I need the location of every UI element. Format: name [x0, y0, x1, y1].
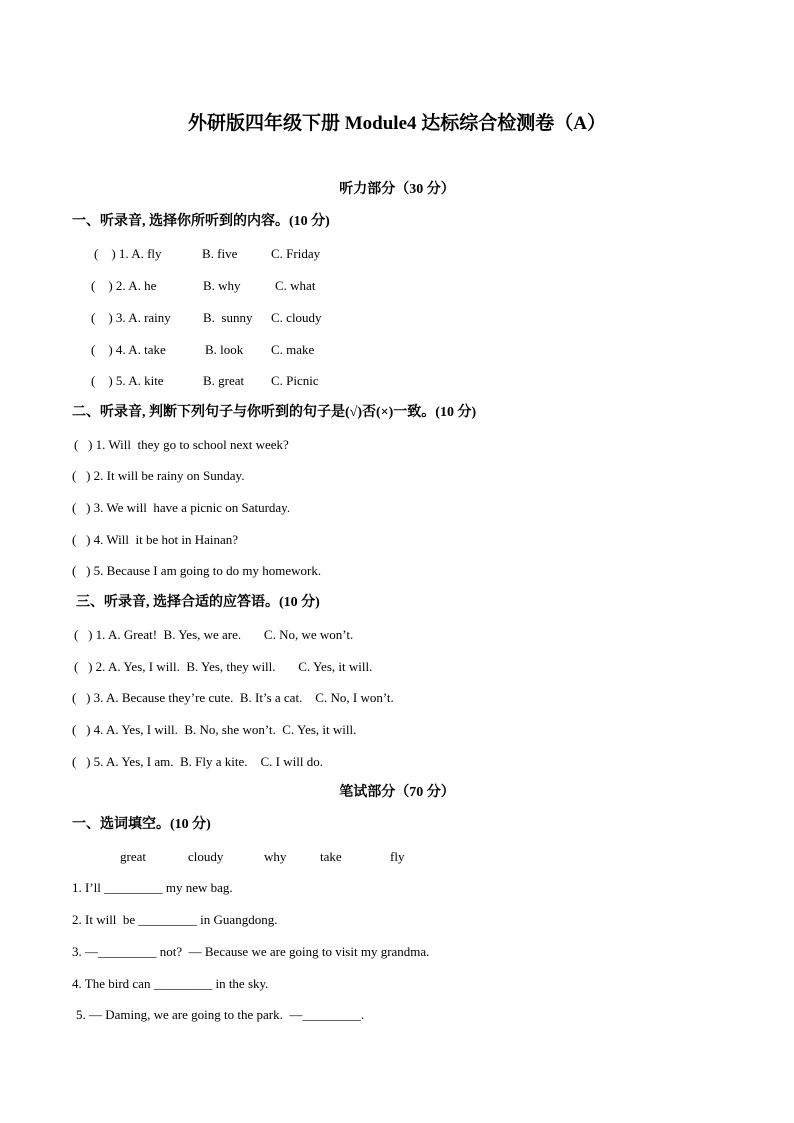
question-row: ( ) 3. A. Because they’re cute. B. It’s a cat. C. No, I won’t.: [72, 690, 394, 705]
question-row: ( ) 1. Will they go to school next week?: [74, 437, 289, 452]
option-b: B. why: [203, 278, 241, 293]
question-row: ( ) 1. A. Great! B. Yes, we are. C. No, we won’t.: [74, 627, 354, 642]
exam-title: 外研版四年级下册 Module4 达标综合检测卷（A）: [187, 113, 606, 134]
question-row: ( ) 4. A. Yes, I will. B. No, she won’t. C. Yes, it will.: [72, 722, 357, 737]
option-c: C. Picnic: [271, 373, 319, 388]
option-b: B. look: [205, 342, 244, 357]
question-row: ( ) 5. Because I am going to do my homework.: [72, 563, 322, 578]
writing-section-1-heading: 一、选词填空。(10 分): [72, 817, 211, 832]
question-row: ( ) 3. We will have a picnic on Saturday.: [72, 500, 291, 515]
option-b: B. great: [203, 373, 245, 388]
question-stem: ( ) 2. A. he: [91, 278, 157, 293]
option-c: C. cloudy: [271, 310, 322, 325]
question-row: ( ) 2. A. Yes, I will. B. Yes, they will. C. Yes, it will.: [74, 659, 373, 674]
fill-blank-item: 3. —_________ not? — Because we are going to visit my grandma.: [72, 944, 430, 959]
option-b: B. sunny: [203, 310, 253, 325]
fill-blank-item: 4. The bird can _________ in the sky.: [72, 976, 269, 991]
listening-section-3-heading: 三、听录音, 选择合适的应答语。(10 分): [76, 595, 320, 610]
question-stem: ( ) 5. A. kite: [91, 373, 164, 388]
question-stem: ( ) 3. A. rainy: [91, 310, 171, 325]
option-c: C. Friday: [271, 246, 321, 261]
word-bank-item: fly: [390, 849, 405, 864]
listening-section-1-heading: 一、听录音, 选择你所听到的内容。(10 分): [72, 214, 330, 229]
fill-blank-item: 5. — Daming, we are going to the park. —_________.: [76, 1007, 365, 1022]
question-row: ( ) 4. Will it be hot in Hainan?: [72, 532, 239, 547]
option-c: C. what: [275, 278, 316, 293]
option-c: C. make: [271, 342, 315, 357]
option-b: B. five: [202, 246, 238, 261]
question-stem: ( ) 1. A. fly: [94, 246, 162, 261]
word-bank-item: great: [120, 849, 146, 864]
word-bank-item: why: [264, 849, 287, 864]
listening-section-2-heading: 二、听录音, 判断下列句子与你听到的句子是(√)否(×)一致。(10 分): [72, 405, 477, 420]
word-bank-item: cloudy: [188, 849, 224, 864]
question-stem: ( ) 4. A. take: [91, 342, 166, 357]
question-row: ( ) 5. A. Yes, I am. B. Fly a kite. C. I will do.: [72, 754, 323, 769]
fill-blank-item: 2. It will be _________ in Guangdong.: [72, 912, 278, 927]
question-row: ( ) 2. It will be rainy on Sunday.: [72, 468, 245, 483]
listening-part-header: 听力部分（30 分）: [339, 182, 455, 197]
word-bank-item: take: [320, 849, 342, 864]
writing-part-header: 笔试部分（70 分）: [339, 785, 455, 800]
fill-blank-item: 1. I’ll _________ my new bag.: [72, 880, 233, 895]
